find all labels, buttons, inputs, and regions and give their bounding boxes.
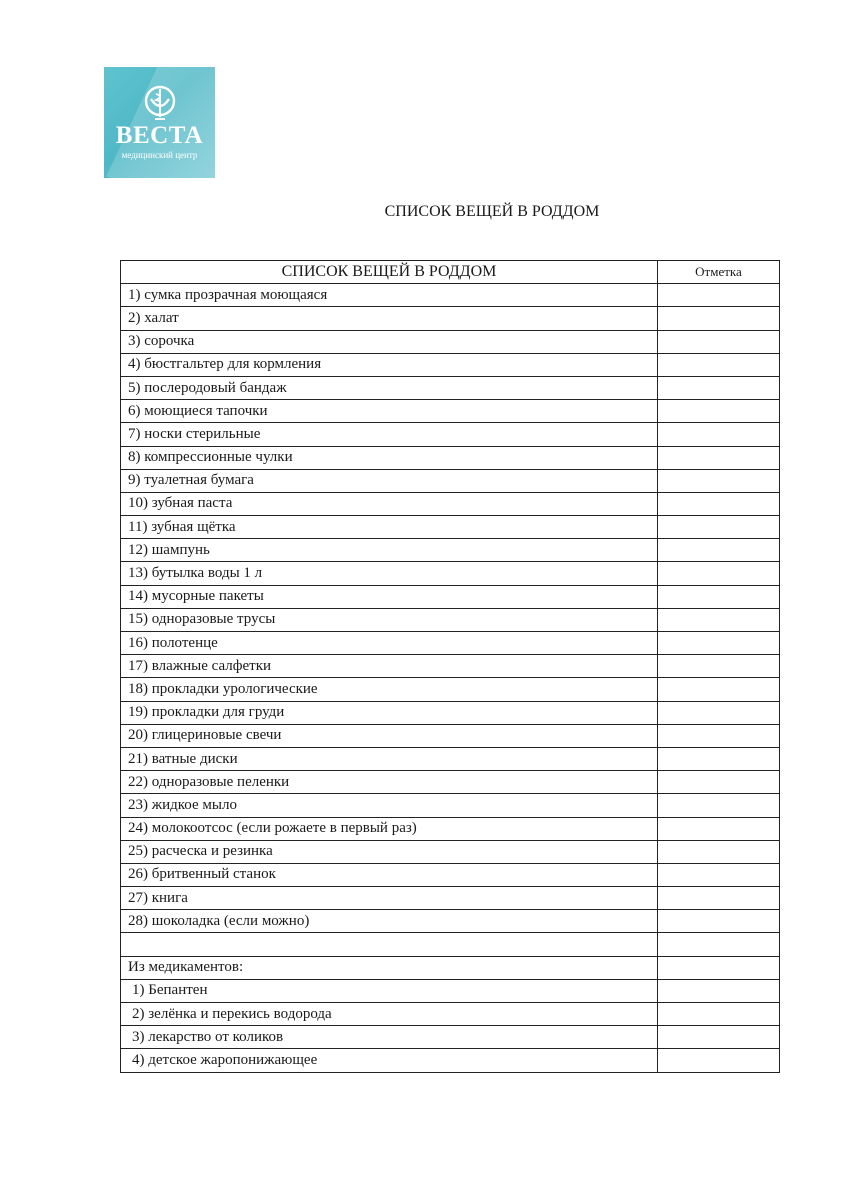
checklist-body — [121, 284, 780, 1072]
item-label: 19) прокладки для груди — [121, 701, 658, 724]
mark-cell[interactable] — [658, 562, 780, 585]
table-row — [121, 910, 780, 933]
mark-cell[interactable] — [658, 608, 780, 631]
item-label: 5) послеродовый бандаж — [121, 376, 658, 399]
mark-cell[interactable] — [658, 492, 780, 515]
table-row — [121, 608, 780, 631]
mark-cell[interactable] — [658, 655, 780, 678]
item-label: 24) молокоотсос (если рожаете в первый раз) — [121, 817, 658, 840]
medicine-label: 1) Бепантен — [121, 979, 658, 1002]
item-label: 27) книга — [121, 887, 658, 910]
table-row — [121, 771, 780, 794]
table-row — [121, 678, 780, 701]
table-row — [121, 1049, 780, 1072]
table-header-row — [121, 261, 780, 284]
item-label: 16) полотенце — [121, 632, 658, 655]
mark-cell[interactable] — [658, 887, 780, 910]
mark-cell[interactable] — [658, 539, 780, 562]
caduceus-bowl-icon — [142, 83, 178, 123]
mark-cell[interactable] — [658, 1026, 780, 1049]
item-label: 17) влажные салфетки — [121, 655, 658, 678]
table-row — [121, 817, 780, 840]
mark-cell[interactable] — [658, 933, 780, 956]
item-label: 12) шампунь — [121, 539, 658, 562]
table-row — [121, 330, 780, 353]
table-row — [121, 562, 780, 585]
item-label: 26) бритвенный станок — [121, 863, 658, 886]
table-row — [121, 747, 780, 770]
item-label: 15) одноразовые трусы — [121, 608, 658, 631]
table-row — [121, 376, 780, 399]
item-label: 14) мусорные пакеты — [121, 585, 658, 608]
mark-cell[interactable] — [658, 376, 780, 399]
mark-cell[interactable] — [658, 794, 780, 817]
medicine-label: 3) лекарство от коликов — [121, 1026, 658, 1049]
table-row — [121, 353, 780, 376]
checklist-table — [120, 260, 780, 1073]
table-row — [121, 632, 780, 655]
item-label: 25) расческа и резинка — [121, 840, 658, 863]
logo-subtitle: медицинский центр — [121, 150, 198, 160]
mark-cell[interactable] — [658, 724, 780, 747]
item-label: 3) сорочка — [121, 330, 658, 353]
table-row — [121, 423, 780, 446]
mark-cell[interactable] — [658, 516, 780, 539]
mark-cell[interactable] — [658, 1003, 780, 1026]
table-row — [121, 539, 780, 562]
medicine-label: 2) зелёнка и перекись водорода — [121, 1003, 658, 1026]
item-label: 9) туалетная бумага — [121, 469, 658, 492]
mark-cell[interactable] — [658, 400, 780, 423]
item-label: 13) бутылка воды 1 л — [121, 562, 658, 585]
mark-cell[interactable] — [658, 910, 780, 933]
clinic-logo — [104, 67, 215, 178]
mark-cell[interactable] — [658, 585, 780, 608]
mark-cell[interactable] — [658, 701, 780, 724]
table-row — [121, 840, 780, 863]
table-row — [121, 1003, 780, 1026]
table-row — [121, 516, 780, 539]
table-row — [121, 933, 780, 956]
item-label: 10) зубная паста — [121, 492, 658, 515]
mark-cell[interactable] — [658, 1049, 780, 1072]
mark-cell[interactable] — [658, 353, 780, 376]
table-row — [121, 724, 780, 747]
mark-cell[interactable] — [658, 747, 780, 770]
mark-cell[interactable] — [658, 469, 780, 492]
table-row — [121, 469, 780, 492]
mark-cell[interactable] — [658, 307, 780, 330]
item-label: 8) компрессионные чулки — [121, 446, 658, 469]
table-row — [121, 400, 780, 423]
mark-cell[interactable] — [658, 423, 780, 446]
table-row — [121, 655, 780, 678]
mark-cell[interactable] — [658, 446, 780, 469]
item-label: 6) моющиеся тапочки — [121, 400, 658, 423]
item-label: 18) прокладки урологические — [121, 678, 658, 701]
mark-cell[interactable] — [658, 678, 780, 701]
table-row — [121, 794, 780, 817]
item-label: 28) шоколадка (если можно) — [121, 910, 658, 933]
document-title: СПИСОК ВЕЩЕЙ В РОДДОМ — [384, 203, 600, 220]
table-row — [121, 492, 780, 515]
item-label: 7) носки стерильные — [121, 423, 658, 446]
mark-cell[interactable] — [658, 284, 780, 307]
item-label: 2) халат — [121, 307, 658, 330]
mark-cell[interactable] — [658, 817, 780, 840]
table-row — [121, 701, 780, 724]
table-row — [121, 979, 780, 1002]
item-label: 1) сумка прозрачная моющаяся — [121, 284, 658, 307]
header-items: СПИСОК ВЕЩЕЙ В РОДДОМ — [121, 261, 658, 284]
empty-cell — [121, 933, 658, 956]
table-row — [121, 585, 780, 608]
table-row — [121, 284, 780, 307]
table-row — [121, 887, 780, 910]
mark-cell[interactable] — [658, 632, 780, 655]
mark-cell[interactable] — [658, 330, 780, 353]
mark-cell[interactable] — [658, 771, 780, 794]
medicine-label: 4) детское жаропонижающее — [121, 1049, 658, 1072]
mark-cell[interactable] — [658, 840, 780, 863]
item-label: 23) жидкое мыло — [121, 794, 658, 817]
table-row — [121, 863, 780, 886]
medicines-heading: Из медикаментов: — [121, 956, 658, 979]
item-label: 4) бюстгальтер для кормления — [121, 353, 658, 376]
mark-cell[interactable] — [658, 956, 780, 979]
item-label: 11) зубная щётка — [121, 516, 658, 539]
logo-brand: ВЕСТА — [115, 122, 204, 149]
item-label: 20) глицериновые свечи — [121, 724, 658, 747]
item-label: 21) ватные диски — [121, 747, 658, 770]
mark-cell[interactable] — [658, 863, 780, 886]
table-row — [121, 446, 780, 469]
table-row — [121, 307, 780, 330]
item-label: 22) одноразовые пеленки — [121, 771, 658, 794]
header-mark: Отметка — [658, 261, 780, 284]
table-row — [121, 1026, 780, 1049]
mark-cell[interactable] — [658, 979, 780, 1002]
table-row — [121, 956, 780, 979]
